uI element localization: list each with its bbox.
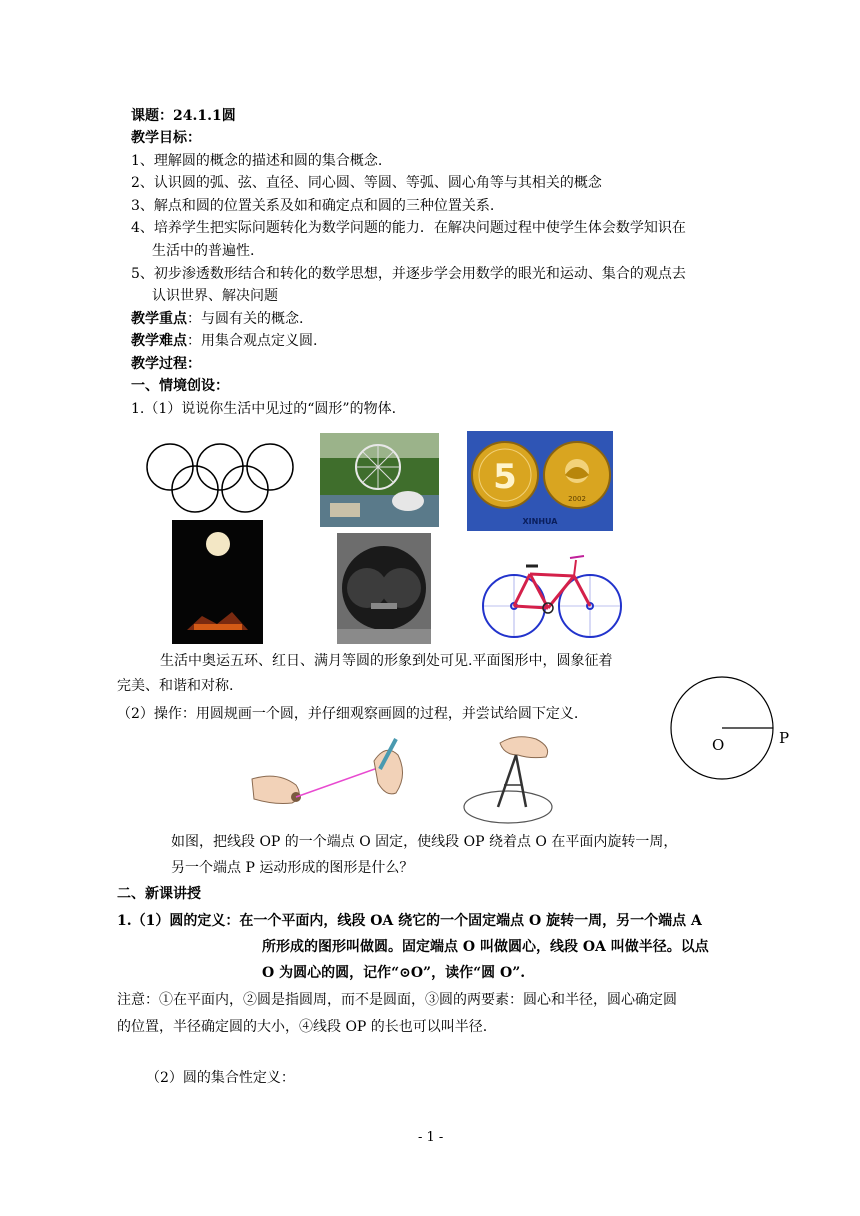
key-point <box>131 309 303 329</box>
goals-heading: 教学目标： <box>131 130 201 146</box>
label-o: O <box>712 736 725 754</box>
round-door-photo <box>337 533 431 644</box>
set-definition-question: （2）圆的集合性定义： <box>146 1070 295 1086</box>
goal-item: 3、解点和圆的位置关系及如和确定点和圆的三种位置关系. <box>131 198 495 214</box>
key-point-label: 教学重点 <box>131 311 187 327</box>
definition-line: 所形成的图形叫做圆。固定端点 O 叫做圆心，线段 OA 叫做半径。以点 <box>262 939 709 955</box>
coin-caption: XINHUA <box>522 517 558 526</box>
page-number: - 1 - <box>418 1130 444 1145</box>
definition-line: O 为圆心的圆，记作“⊙O”，读作“圆 O”. <box>262 965 526 981</box>
goal-item: 4、培养学生把实际问题转化为数学问题的能力．在解决问题过程中使学生体会数学知识在 <box>131 220 686 236</box>
question-2: （2）操作：用圆规画一个圆，并仔细观察画圆的过程，并尝试给圆下定义. <box>117 706 579 722</box>
ferris-wheel-photo <box>320 433 439 527</box>
section2-heading: 二、新课讲授 <box>117 886 201 902</box>
coins-photo <box>467 431 613 531</box>
paragraph-line: 如图，把线段 OP 的一个端点 O 固定，使线段 OP 绕着点 O 在平面内旋转一周， <box>171 834 678 850</box>
goal-item: 认识世界、解决问题 <box>152 288 278 304</box>
paragraph-line: 另一个端点 P 运动形成的图形是什么？ <box>171 860 414 876</box>
goal-item: 5、初步渗透数形结合和转化的数学思想，并逐步学会用数学的眼光和运动、集合的观点去 <box>131 266 686 282</box>
lesson-title <box>131 106 236 126</box>
coin-value: 5 <box>493 457 517 497</box>
difficulty <box>131 331 317 351</box>
title-label: 课题： <box>131 108 173 124</box>
process-heading: 教学过程： <box>131 356 201 372</box>
olympic-rings-image <box>143 441 298 516</box>
full-moon-photo <box>172 520 263 644</box>
circle-op-diagram <box>664 675 794 785</box>
definition-line: 1.（1）圆的定义：在一个平面内，线段 OA 绕它的一个固定端点 O 旋转一周，另一个端点 A <box>117 913 702 929</box>
key-point-text: ：与圆有关的概念. <box>187 311 304 327</box>
question-1: 1.（1）说说你生活中见过的“圆形”的物体. <box>131 401 397 417</box>
goal-item: 生活中的普遍性. <box>152 243 255 259</box>
goal-item: 1、理解圆的概念的描述和圆的集合概念. <box>131 153 383 169</box>
bicycle-image <box>478 548 626 642</box>
difficulty-label: 教学难点 <box>131 333 187 349</box>
string-drawing-image <box>248 735 413 815</box>
section1-heading: 一、情境创设： <box>131 378 229 394</box>
paragraph-line: 生活中奥运五环、红日、满月等圆的形象到处可见.平面图形中，圆象征着 <box>160 653 613 669</box>
coin-year: 2002 <box>568 495 586 503</box>
paragraph-line: 完美、和谐和对称. <box>117 678 234 694</box>
label-p: P <box>779 729 790 747</box>
note-line: 注意：①在平面内，②圆是指圆周，而不是圆面，③圆的两要素：圆心和半径，圆心确定圆 <box>117 992 677 1008</box>
title-value: 24.1.1圆 <box>173 108 236 124</box>
goal-item: 2、认识圆的弧、弦、直径、同心圆、等圆、等弧、圆心角等与其相关的概念 <box>131 175 602 191</box>
note-line: 的位置，半径确定圆的大小，④线段 OP 的长也可以叫半径. <box>117 1019 488 1035</box>
compass-drawing-image <box>460 733 560 825</box>
difficulty-text: ：用集合观点定义圆. <box>187 333 318 349</box>
